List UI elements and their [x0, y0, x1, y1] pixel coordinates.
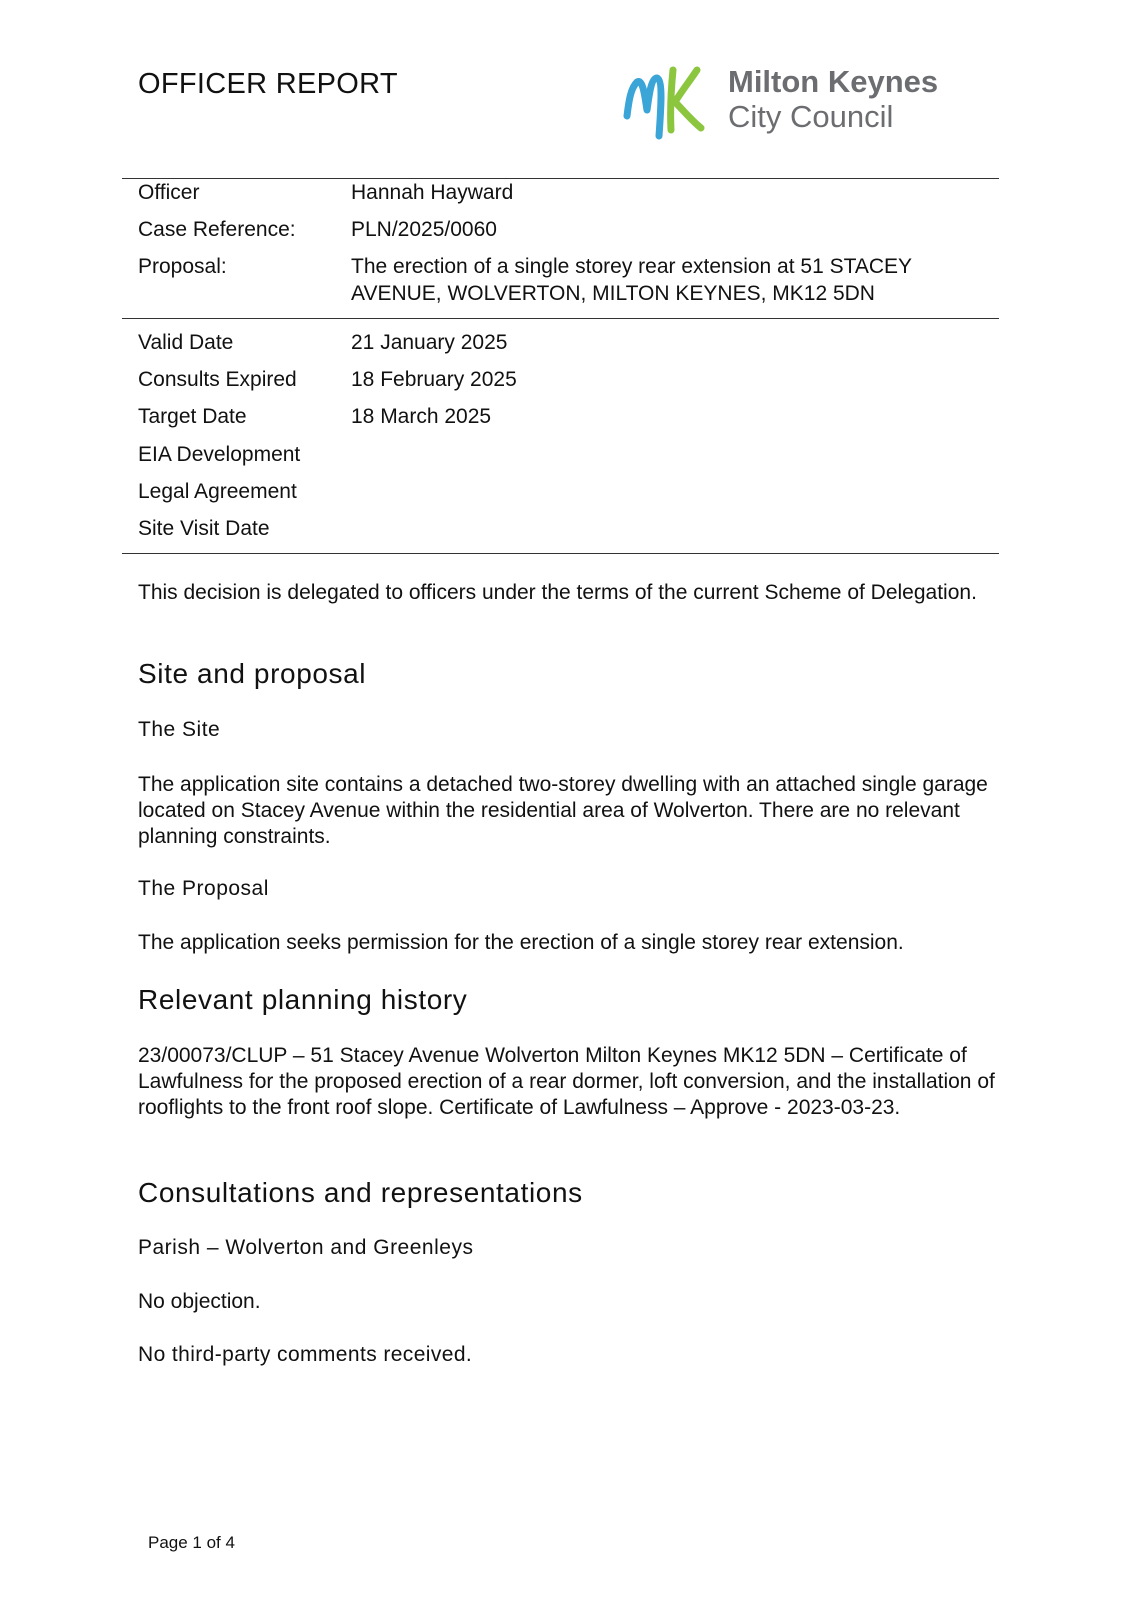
- valid-date-label: Valid Date: [138, 331, 234, 354]
- proposal-label: Proposal:: [138, 255, 227, 278]
- eia-development-label: EIA Development: [138, 443, 301, 466]
- report-title: OFFICER REPORT: [138, 68, 398, 100]
- target-date-value: 18 March 2025: [351, 405, 492, 428]
- table-bottom-rule: [122, 553, 999, 554]
- council-logo: [621, 64, 1001, 144]
- section-heading-planning-history: Relevant planning history: [138, 984, 468, 1015]
- mk-logo-icon: [621, 64, 721, 144]
- valid-date-value: 21 January 2025: [351, 331, 508, 354]
- legal-agreement-label: Legal Agreement: [138, 480, 297, 503]
- page-number: Page 1 of 4: [148, 1533, 235, 1552]
- site-visit-date-label: Site Visit Date: [138, 517, 270, 540]
- subheading-the-proposal: The Proposal: [138, 877, 269, 900]
- table-top-rule: [122, 178, 999, 179]
- target-date-label: Target Date: [138, 405, 247, 428]
- logo-text-line2: City Council: [728, 99, 894, 134]
- proposal-description: The application seeks permission for the erection of a single storey rear extension.: [138, 931, 904, 954]
- subheading-the-site: The Site: [138, 718, 221, 741]
- site-description: The application site contains a detached two-storey dwelling with an attached single garage located on Stacey Avenue within the residential area of Wolverton. There are no relevant planning constraints.: [138, 773, 988, 848]
- case-reference-value: PLN/2025/0060: [351, 218, 497, 241]
- consults-expired-value: 18 February 2025: [351, 368, 517, 391]
- section-heading-consultations: Consultations and representations: [138, 1177, 583, 1208]
- planning-history-text: 23/00073/CLUP – 51 Stacey Avenue Wolverton Milton Keynes MK12 5DN – Certificate of Lawfulness for the proposed erection of a rear dormer, loft conversion, and the installation of rooflights to the front roof slope. Certificate of Lawfulness – Approve - 2023-03-23.: [138, 1044, 995, 1119]
- delegation-statement: This decision is delegated to officers under the terms of the current Scheme of Delegation.: [138, 581, 977, 604]
- section-heading-site-and-proposal: Site and proposal: [138, 658, 367, 689]
- officer-label: Officer: [138, 181, 200, 204]
- third-party-comments: No third-party comments received.: [138, 1343, 473, 1366]
- proposal-value-line2: AVENUE, WOLVERTON, MILTON KEYNES, MK12 5DN: [351, 282, 875, 305]
- logo-text-line1: Milton Keynes: [728, 64, 939, 99]
- table-middle-rule: [122, 318, 999, 319]
- parish-response: No objection.: [138, 1290, 261, 1313]
- proposal-value-line1: The erection of a single storey rear extension at 51 STACEY: [351, 255, 913, 278]
- officer-value: Hannah Hayward: [351, 181, 514, 204]
- case-reference-label: Case Reference:: [138, 218, 296, 241]
- consults-expired-label: Consults Expired: [138, 368, 297, 391]
- subheading-parish: Parish – Wolverton and Greenleys: [138, 1236, 474, 1259]
